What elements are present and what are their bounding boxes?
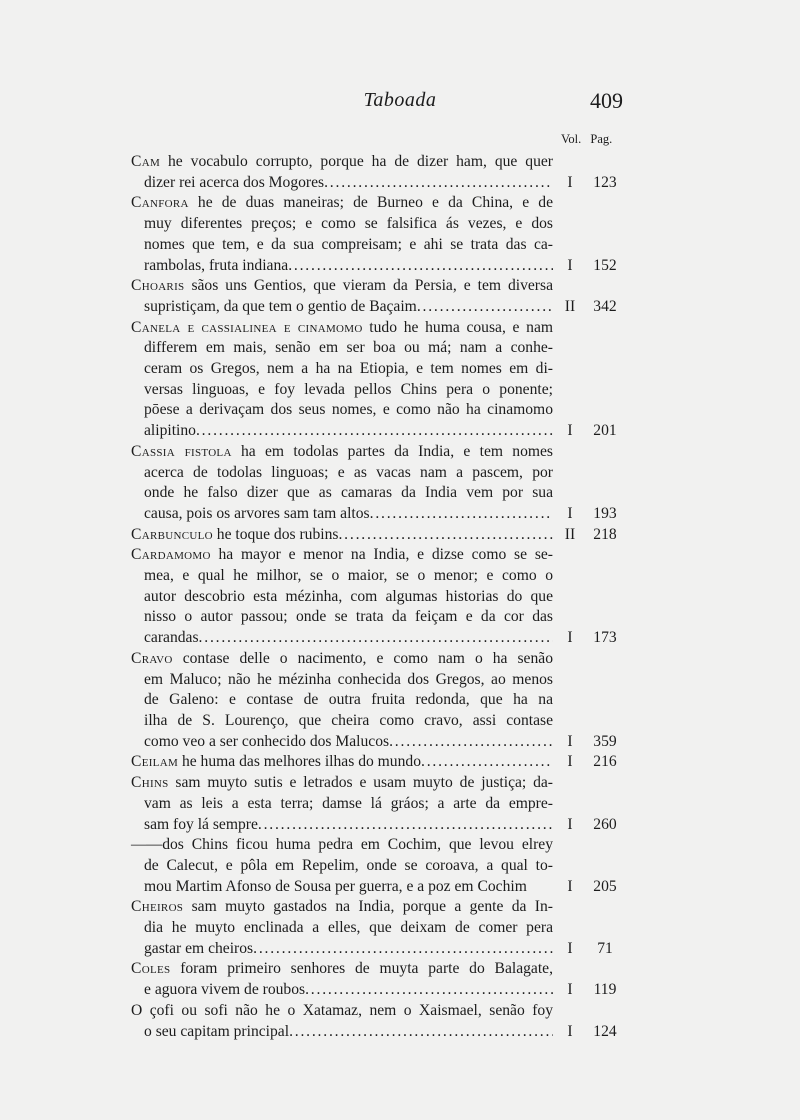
page-reference: 71 <box>597 939 613 957</box>
entry-reference <box>561 939 621 960</box>
entry-text-line: supristiçam, da que tem o gentio de Baçaim <box>144 297 417 315</box>
index-entry <box>131 959 621 1000</box>
leader-dots <box>324 173 553 194</box>
entry-headword: —— <box>131 836 163 854</box>
entry-headword: Cravo <box>131 649 173 667</box>
entry-text-line: de Calecut, e pôla em Repelim, onde se coroava, a qual to- <box>144 856 553 874</box>
entry-text-line: gastar em cheiros <box>144 939 254 957</box>
volume-number: I <box>567 422 573 440</box>
volume-number: I <box>567 815 573 833</box>
entry-reference <box>561 421 621 442</box>
page-reference: 218 <box>593 525 617 543</box>
entry-headword: O <box>131 1001 143 1019</box>
index-entry <box>131 318 621 442</box>
volume-number: I <box>567 877 573 895</box>
entry-reference <box>561 525 621 546</box>
entry-text-line: mou Martim Afonso de Sousa per guerra, e a poz em Cochim <box>144 877 527 895</box>
entry-text-line: de Galeno: e contase de outra fruita redonda, que ha na <box>144 691 553 709</box>
page-reference: 260 <box>593 815 617 833</box>
leader-dots <box>199 628 553 649</box>
entry-text-line: nisso o autor passou; onde se trata da feiçam e da cor das <box>144 608 553 626</box>
index-entry <box>131 276 621 317</box>
entry-text-line: sãos uns Gentios, que vieram da Persia, e tem diversa <box>191 277 553 295</box>
leader-dots <box>196 421 553 442</box>
entry-text-line: dos Chins ficou huma pedra em Cochim, que levou elrey <box>162 836 553 854</box>
page-reference: 173 <box>593 629 617 647</box>
entry-text-line: differem em mais, senão em ser boa ou má; nam a conhe- <box>144 339 553 357</box>
entry-reference <box>561 256 621 277</box>
entry-headword: Chins <box>131 774 169 792</box>
leader-dots <box>421 752 553 773</box>
index-entry <box>131 897 621 959</box>
volume-number: I <box>567 504 573 522</box>
entry-text-line: carandas <box>144 629 199 647</box>
entry-headword: Choaris <box>131 277 185 295</box>
entry-reference <box>561 732 621 753</box>
entry-text-line: ilha de S. Lourenço, que cheira como cravo, assi contase <box>144 711 553 729</box>
entry-headword: Cassia fistola <box>131 442 232 460</box>
entry-text-line: autor descobrio esta mézinha, com algumas historias do que <box>144 587 553 605</box>
index-entries <box>131 152 621 1042</box>
page-reference: 342 <box>593 297 617 315</box>
entry-reference <box>561 504 621 525</box>
volume-number: I <box>567 256 573 274</box>
leader-dots <box>338 525 553 546</box>
entry-headword: Canfora <box>131 194 189 212</box>
entry-text-line: causa, pois os arvores sam tam altos <box>144 504 370 522</box>
entry-text-line: he de duas maneiras; de Burneo e da China, e de <box>197 194 554 212</box>
volume-number: II <box>564 525 576 543</box>
entry-text-line: he toque dos rubins <box>216 525 339 543</box>
leader-dots <box>305 980 553 1001</box>
entry-reference <box>561 980 621 1001</box>
entry-text-line: alipitino <box>144 422 196 440</box>
index-entry <box>131 545 621 649</box>
page-reference: 193 <box>593 504 617 522</box>
volume-number: I <box>567 981 573 999</box>
page-reference: 123 <box>593 173 617 191</box>
entry-reference <box>561 173 621 194</box>
entry-text-line: çofi ou sofi não he o Xatamaz, nem o Xaismael, senão foy <box>149 1001 553 1019</box>
entry-reference <box>561 297 621 318</box>
entry-reference <box>561 752 621 773</box>
index-entry <box>131 525 621 546</box>
page-reference: 119 <box>593 981 617 999</box>
entry-text-line: ha mayor e menor na India, e dizse como se se- <box>218 546 553 564</box>
entry-headword: Coles <box>131 960 171 978</box>
entry-headword: Carbunculo <box>131 525 213 543</box>
entry-text-line: ceram os Gregos, nem a ha na Etiopia, e tem nomes em di- <box>144 360 553 378</box>
index-entry <box>131 649 621 753</box>
entry-text-line: mea, e qual he milhor, se o maior, se o menor; e como o <box>144 567 553 585</box>
index-entry <box>131 1001 621 1042</box>
entry-reference <box>561 877 621 898</box>
page-reference: 152 <box>593 256 617 274</box>
entry-text-line: onde he falso dizer que as camaras da India vem por sua <box>144 484 553 502</box>
leader-dots <box>253 939 553 960</box>
entry-text-line: pōese a derivaçam dos seus nomes, e como não ha cinamomo <box>144 401 553 419</box>
entry-text-line: muy diferentes preços; e como se falsifica ás vezes, e dos <box>144 215 553 233</box>
entry-text-line: nomes que tem, e da sua compreisam; e ahi se trata das ca- <box>144 235 553 253</box>
vol-column-header: Vol. <box>561 132 582 146</box>
entry-text-line: como veo a ser conhecido dos Malucos <box>144 732 390 750</box>
index-entry <box>131 773 621 835</box>
entry-text-line: foram primeiro senhores de muyta parte do Balagate, <box>180 960 553 978</box>
entry-text-line: o seu capitam principal <box>144 1022 290 1040</box>
entry-reference <box>561 628 621 649</box>
leader-dots <box>370 504 553 525</box>
entry-text-line: contase delle o nacimento, e como nam o ha senão <box>182 649 553 667</box>
entry-text-line: sam foy lá sempre <box>144 815 258 833</box>
page-number: 409 <box>590 88 623 113</box>
index-entry <box>131 442 621 525</box>
column-headers <box>561 132 621 147</box>
volume-number: I <box>567 629 573 647</box>
index-entry <box>131 193 621 276</box>
entry-text-line: versas linguoas, e foy levada pellos Chins pera o ponente; <box>144 380 553 398</box>
entry-text-line: acerca de todolas linguoas; e as vacas nam a pascem, por <box>144 463 553 481</box>
entry-text-line: dizer rei acerca dos Mogores <box>144 173 325 191</box>
entry-text-line: tudo he huma cousa, e nam <box>369 318 553 336</box>
leader-dots <box>258 815 553 836</box>
entry-text-line: ha em todolas partes da India, e tem nomes <box>241 442 553 460</box>
page-reference: 359 <box>593 732 617 750</box>
page-reference: 124 <box>593 1022 617 1040</box>
volume-number: I <box>567 732 573 750</box>
entry-text-line: sam muyto sutis e letrados e usam muyto de justiça; da- <box>175 774 553 792</box>
entry-text-line: e aguora vivem de roubos <box>144 981 306 999</box>
volume-number: I <box>567 1022 573 1040</box>
leader-dots <box>288 256 553 277</box>
entry-text-line: vam as leis a esta terra; damse lá gráos; a arte da empre- <box>144 794 553 812</box>
entry-text-line: em Maluco; não he mézinha conhecida dos Gregos, ao menos <box>144 670 553 688</box>
leader-dots <box>417 297 553 318</box>
index-entry <box>131 835 621 897</box>
entry-headword: Cardamomo <box>131 546 211 564</box>
entry-headword: Cam <box>131 153 161 170</box>
entry-reference <box>561 815 621 836</box>
index-entry <box>131 752 621 773</box>
volume-number: I <box>567 173 573 191</box>
page-reference: 216 <box>593 753 617 771</box>
entry-text-line: he huma das melhores ilhas do mundo <box>181 753 421 771</box>
entry-headword: Ceilam <box>131 753 179 771</box>
entry-headword: Cheiros <box>131 898 184 916</box>
leader-dots <box>389 732 553 753</box>
entry-headword: Canela e cassialinea e cinamomo <box>131 318 363 336</box>
page-reference: 205 <box>593 877 617 895</box>
entry-text-line: dia he muyto enclinada a elles, que deixam de comer pera <box>144 919 553 937</box>
leader-dots <box>289 1022 553 1043</box>
volume-number: II <box>564 297 576 315</box>
volume-number: I <box>567 753 573 771</box>
index-entry <box>131 152 621 193</box>
page-reference: 201 <box>593 422 617 440</box>
entry-text-line: sam muyto gastados na India, porque a gente da In- <box>191 898 553 916</box>
pag-column-header: Pag. <box>590 132 613 146</box>
volume-number: I <box>567 939 573 957</box>
entry-text-line: rambolas, fruta indiana <box>144 256 289 274</box>
entry-reference <box>561 1022 621 1043</box>
running-title: Taboada <box>363 89 437 111</box>
entry-text-line: he vocabulo corrupto, porque ha de dizer ham, que quer <box>167 153 553 170</box>
